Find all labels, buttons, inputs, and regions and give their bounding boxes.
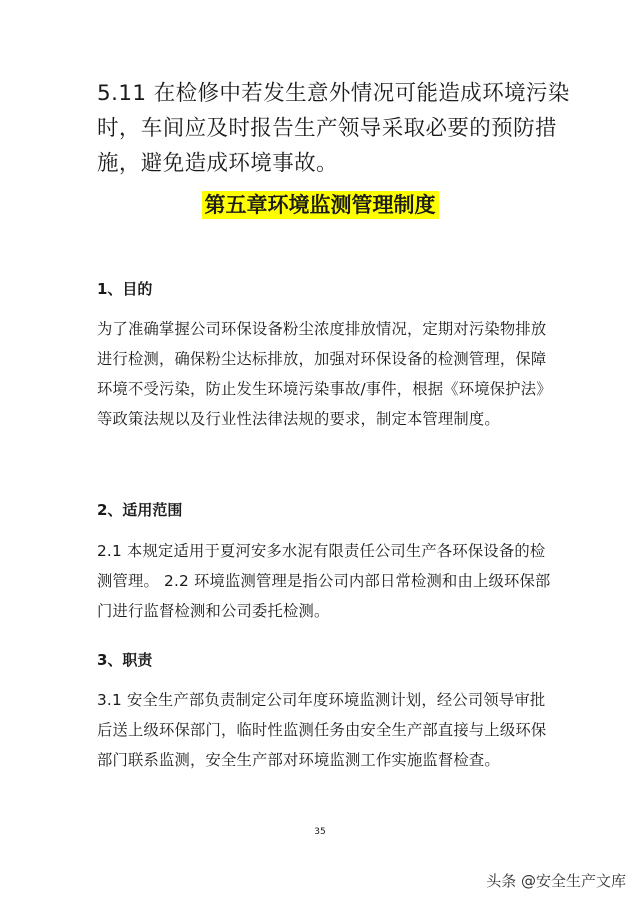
section-body-scope: 2.1 本规定适用于夏河安多水泥有限责任公司生产各环保设备的检测管理。 2.2 环境监测管理是指公司内部日常检测和由上级环保部门进行监督检测和公司委托检测。: [97, 542, 551, 620]
chapter-title: [0, 190, 640, 220]
page-number: 35: [314, 827, 326, 837]
section-body-responsibilities: 3.1 安全生产部负责制定公司年度环境监测计划，经公司领导审批后送上级环保部门，临时性监测任务由安全生产部直接与上级环保部门联系监测，安全生产部对环境监测工作实施监督检查。: [97, 691, 547, 769]
section-heading-purpose: 1、目的: [97, 280, 153, 298]
intro-paragraph: 5.11 在检修中若发生意外情况可能造成环境污染时，车间应及时报告生产领导采取必要的预防措施，避免造成环境事故。: [97, 81, 570, 176]
section-heading-scope: 2、适用范围: [97, 501, 183, 519]
chapter-title-text: 第五章环境监测管理制度: [202, 191, 439, 219]
section-body-purpose: 为了准确掌握公司环保设备粉尘浓度排放情况，定期对污染物排放进行检测，确保粉尘达标排放，加强对环保设备的检测管理，保障环境不受污染，防止发生环境污染事故/事件，根据《环境保护法》等政策法规以及行业性法律法规的要求，制定本管理制度。: [97, 320, 552, 428]
section-heading-responsibilities: 3、职责: [97, 651, 153, 669]
watermark-text: 头条 @安全生产文库: [486, 872, 626, 890]
